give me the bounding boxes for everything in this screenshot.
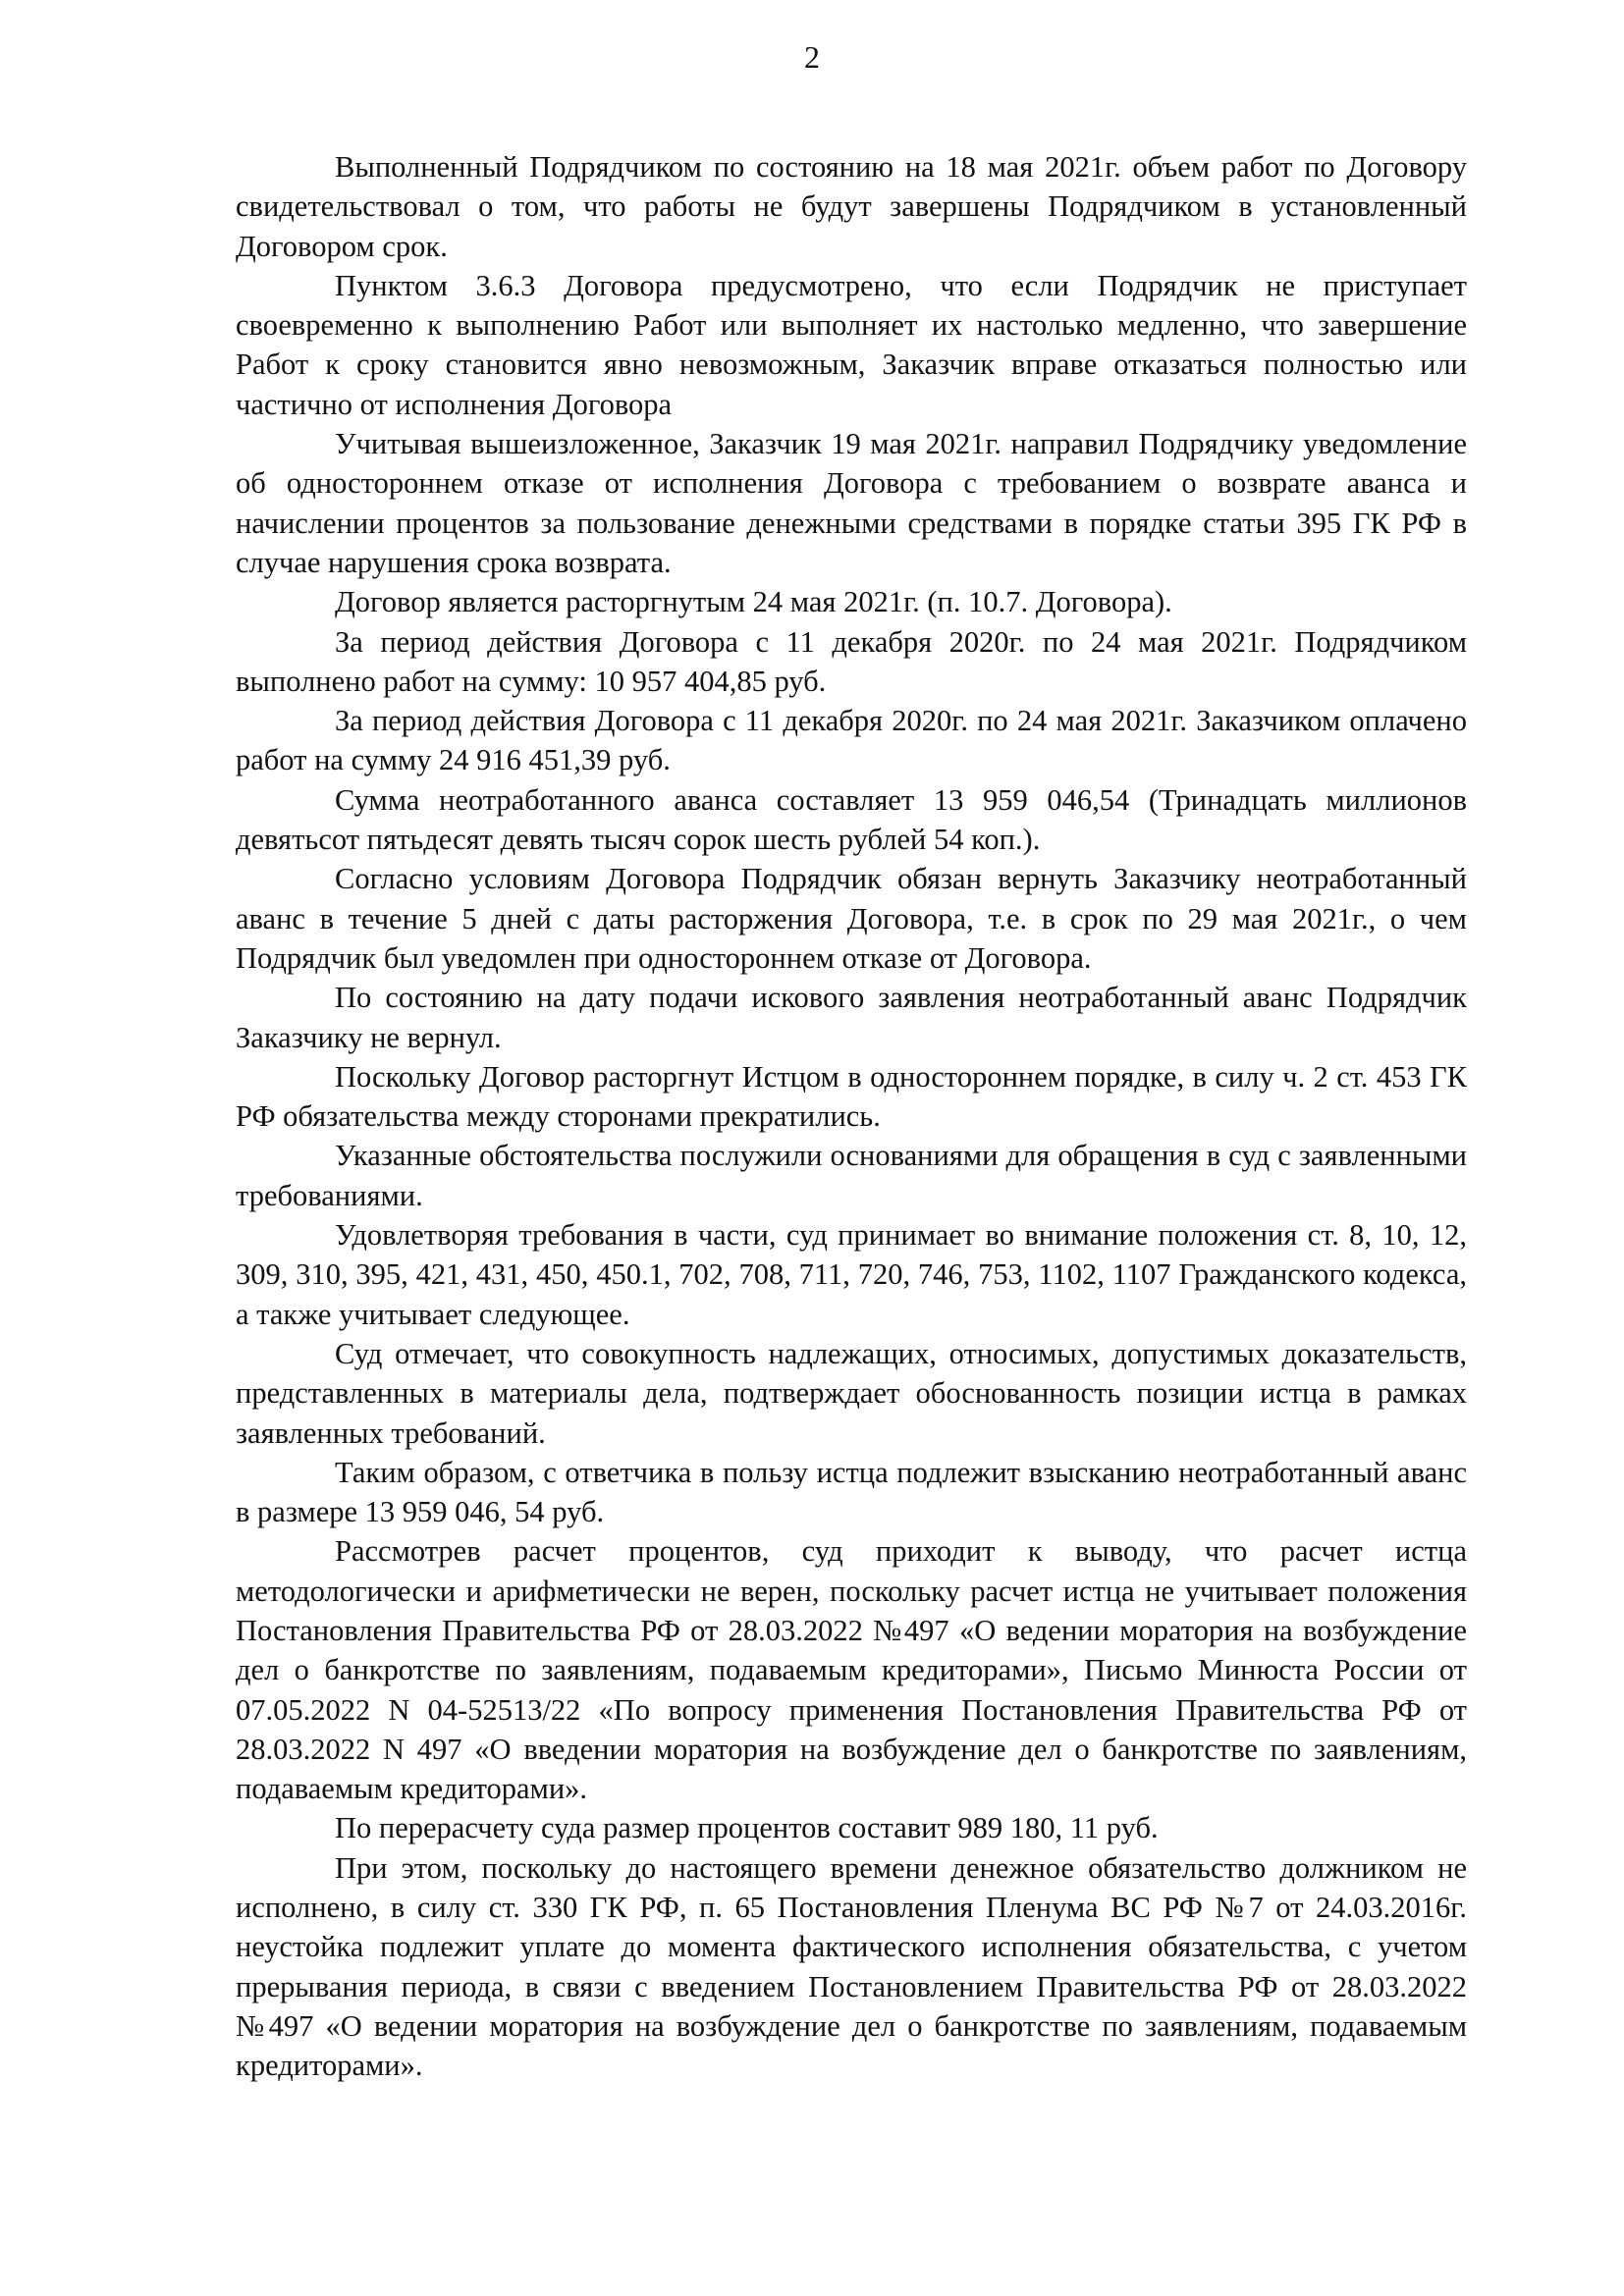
paragraph-14: Таким образом, с ответчика в пользу истца подлежит взысканию неотработанный аванс в размере 13 959 046, 54 руб. bbox=[236, 1455, 1467, 1529]
paragraph-12: Удовлетворяя требования в части, суд принимает во внимание положения ст. 8, 10, 12, 309, 310, 395, 421, 431, 450, 450.1, 702, 708, 711, 720, 746, 753, 1102, 1107 Гражданского кодекса, а также учитывает следующее. bbox=[236, 1218, 1467, 1331]
paragraph-17: При этом, поскольку до настоящего времени денежное обязательство должником не исполнено, в силу ст. 330 ГК РФ, п. 65 Постановления Пленума ВС РФ №7 от 24.03.2016г. неустойка подлежит уплате до момента фактического исполнения обязательства, с учетом прерывания периода, в связи с введением Постановлением Правительства РФ от 28.03.2022 №497 «О ведении моратория на возбуждение дел о банкротстве по заявлениям, подаваемым кредиторами». bbox=[236, 1850, 1467, 2083]
paragraph-2: Пунктом 3.6.3 Договора предусмотрено, что если Подрядчик не приступает своевременно к выполнению Работ или выполняет их настолько медленно, что завершение Работ к сроку становится явно невозможным, Заказчик вправе отказаться полностью или частично от исполнения Договора bbox=[236, 268, 1467, 421]
paragraph-3: Учитывая вышеизложенное, Заказчик 19 мая 2021г. направил Подрядчику уведомление об одностороннем отказе от исполнения Договора с требованием о возврате аванса и начислении процентов за пользование денежными средствами в порядке статьи 395 ГК РФ в случае нарушения срока возврата. bbox=[236, 427, 1467, 579]
paragraph-10: Поскольку Договор расторгнут Истцом в одностороннем порядке, в силу ч. 2 ст. 453 ГК РФ обязательства между сторонами прекратились. bbox=[236, 1059, 1467, 1134]
paragraph-11: Указанные обстоятельства послужили основаниями для обращения в суд с заявленными требованиями. bbox=[236, 1139, 1467, 1212]
paragraph-15: Рассмотрев расчет процентов, суд приходит к выводу, что расчет истца методологически и арифметически не верен, поскольку расчет истца не учитывает положения Постановления Правительства РФ от 28.03.2022 №497 «О ведении моратория на возбуждение дел о банкротстве по заявлениям, подаваемым кредиторами», Письмо Минюста России от 07.05.2022 N 04-52513/22 «По вопросу применения Постановления Правительства РФ от 28.03.2022 N 497 «О введении моратория на возбуждение дел о банкротстве по заявлениям, подаваемым кредиторами». bbox=[236, 1534, 1467, 1806]
paragraph-1: Выполненный Подрядчиком по состоянию на 18 мая 2021г. объем работ по Договору свидетельствовал о том, что работы не будут завершены Подрядчиком в установленный Договором срок. bbox=[236, 150, 1467, 263]
paragraph-4: Договор является расторгнутым 24 мая 2021г. (п. 10.7. Договора). bbox=[335, 585, 1172, 619]
paragraph-5: За период действия Договора с 11 декабря 2020г. по 24 мая 2021г. Подрядчиком выполнено работ на сумму: 10 957 404,85 руб. bbox=[236, 624, 1467, 698]
paragraph-13: Суд отмечает, что совокупность надлежащих, относимых, допустимых доказательств, представленных в материалы дела, подтверждает обоснованность позиции истца в рамках заявленных требований. bbox=[236, 1336, 1467, 1450]
paragraph-8: Согласно условиям Договора Подрядчик обязан вернуть Заказчику неотработанный аванс в течение 5 дней с даты расторжения Договора, т.е. в срок по 29 мая 2021г., о чем Подрядчик был уведомлен при одностороннем отказе от Договора. bbox=[236, 862, 1467, 975]
paragraph-7: Сумма неотработанного аванса составляет 13 959 046,54 (Тринадцать миллионов девятьсот пятьдесят девять тысяч сорок шесть рублей 54 коп.). bbox=[236, 782, 1467, 857]
paragraph-6: За период действия Договора с 11 декабря 2020г. по 24 мая 2021г. Заказчиком оплачено работ на сумму 24 916 451,39 руб. bbox=[236, 704, 1467, 777]
paragraph-9: По состоянию на дату подачи искового заявления неотработанный аванс Подрядчик Заказчику не вернул. bbox=[236, 981, 1467, 1054]
page-number: 2 bbox=[804, 39, 820, 75]
document-body bbox=[236, 147, 1467, 2086]
paragraph-16: По перерасчету суда размер процентов составит 989 180, 11 руб. bbox=[335, 1811, 1159, 1845]
